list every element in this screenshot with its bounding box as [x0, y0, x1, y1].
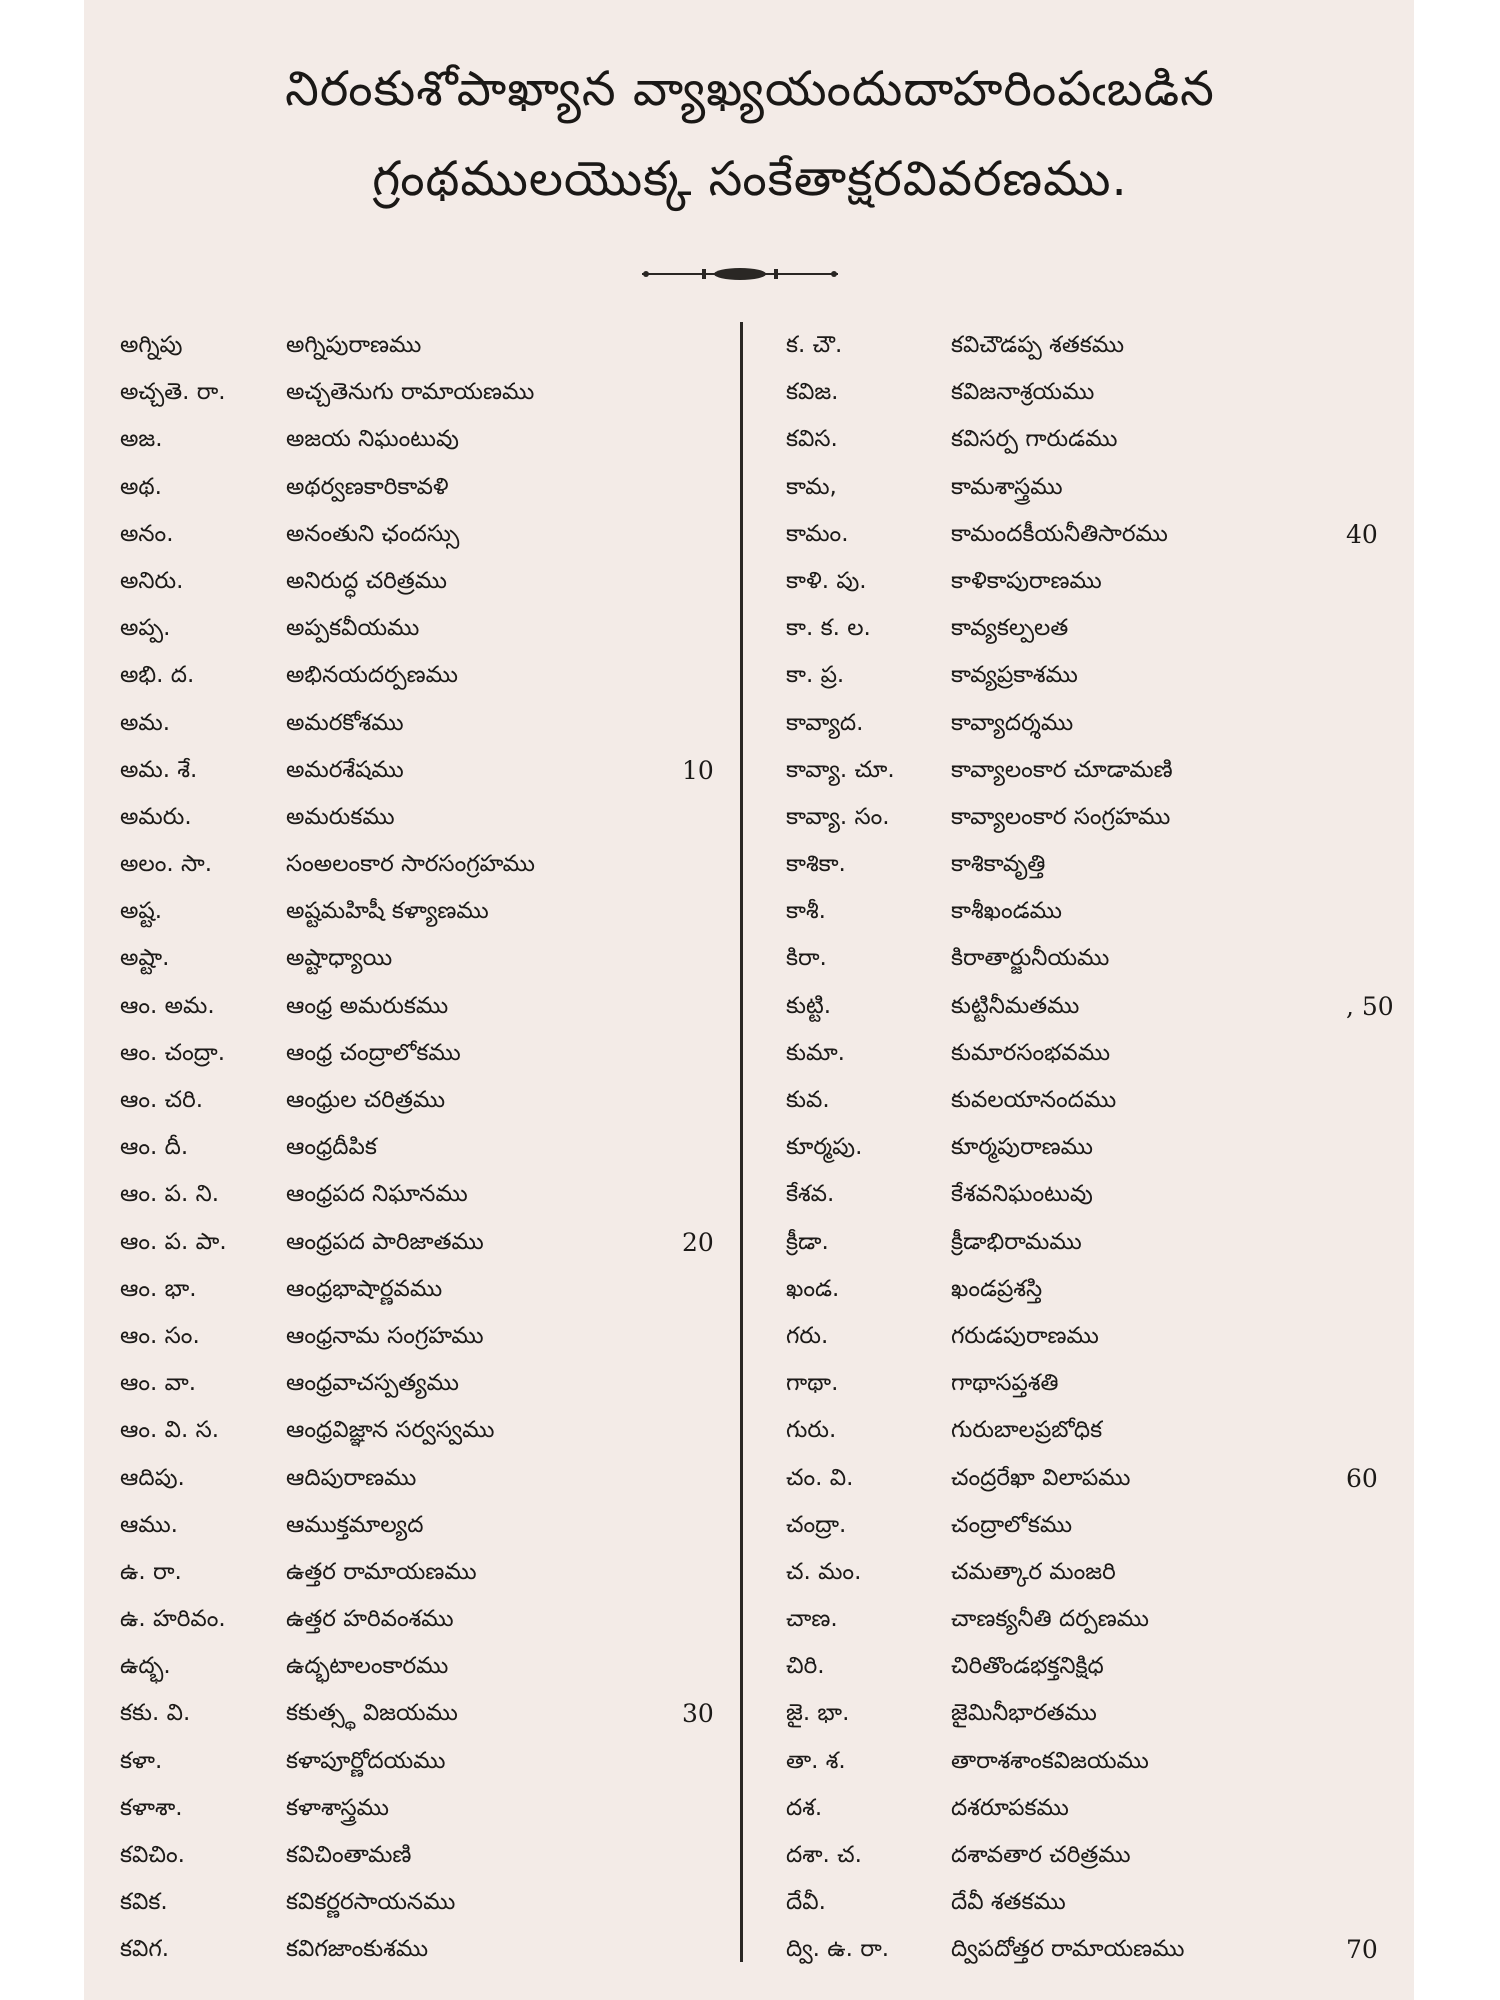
entry-full-title: దశావతార చరిత్రము — [951, 1842, 1131, 1868]
abbreviation-entry — [786, 888, 1486, 935]
entry-abbreviation: కవిజ. — [786, 379, 839, 406]
entry-abbreviation: తా. శ. — [786, 1747, 846, 1774]
abbreviation-entry — [786, 1926, 1486, 1973]
entry-count-marker: 20 — [682, 1227, 714, 1257]
entry-full-title: కామశాస్త్రము — [951, 473, 1063, 500]
entry-abbreviation: అచ్చతె. రా. — [120, 379, 226, 406]
entry-abbreviation: ఖండ. — [786, 1275, 840, 1302]
abbreviation-entry — [786, 1360, 1486, 1407]
abbreviation-entry — [786, 1407, 1486, 1454]
abbreviation-entry — [120, 747, 820, 794]
entry-abbreviation: ఆం. దీ. — [120, 1134, 189, 1161]
entry-abbreviation: కామ, — [786, 473, 837, 500]
entry-full-title: తారాశశాంకవిజయము — [951, 1747, 1149, 1774]
entry-abbreviation: ఆదిపు. — [120, 1464, 185, 1491]
entry-full-title: చంద్రాలోకము — [951, 1511, 1073, 1538]
entry-abbreviation: అభి. ద. — [120, 662, 195, 689]
entry-abbreviation: చం. వి. — [786, 1464, 854, 1491]
entry-abbreviation: చాణ. — [786, 1606, 838, 1633]
entry-full-title: కాశీఖండము — [951, 898, 1062, 925]
entry-abbreviation: దశ. — [786, 1794, 823, 1821]
abbreviation-entry — [786, 1124, 1486, 1171]
entry-full-title: ఆంధ్రభాషార్ణవము — [286, 1275, 443, 1302]
entry-abbreviation: అథ. — [120, 473, 162, 500]
entry-count-marker: , 50 — [1346, 991, 1394, 1021]
abbreviation-entry — [120, 464, 820, 511]
entry-abbreviation: ఆం. వి. స. — [120, 1417, 220, 1444]
abbreviation-entry — [786, 1832, 1486, 1879]
abbreviation-entry — [786, 700, 1486, 747]
abbreviation-entry — [786, 464, 1486, 511]
abbreviation-entry — [120, 511, 820, 558]
entry-count-marker: 10 — [682, 755, 714, 785]
abbreviation-entry — [786, 1549, 1486, 1596]
entry-abbreviation: అనిరు. — [120, 567, 184, 594]
entry-abbreviation: కవిచిం. — [120, 1842, 185, 1868]
abbreviation-entry — [120, 652, 820, 699]
entry-full-title: కాళికాపురాణము — [951, 567, 1102, 594]
abbreviation-entry — [120, 1785, 823, 1832]
entry-full-title: ఆంధ్రుల చరిత్రము — [286, 1087, 446, 1113]
abbreviation-entry — [120, 1171, 820, 1218]
entry-abbreviation: కుట్టి. — [786, 992, 832, 1019]
abbreviation-entry — [786, 1738, 1486, 1785]
abbreviation-entry — [786, 605, 1486, 652]
right-column — [786, 322, 1486, 1974]
abbreviation-entry — [786, 1690, 1486, 1737]
entry-full-title: అజయ నిఘంటువు — [286, 426, 459, 453]
entry-full-title: చాణక్యనీతి దర్పణము — [951, 1606, 1150, 1633]
page-title — [0, 44, 1500, 224]
abbreviation-entry — [120, 416, 820, 463]
abbreviation-entry — [786, 983, 1486, 1030]
title-line-2: గ్రంథములయొక్క సంకేతాక్షరవివరణము. — [372, 151, 1128, 207]
abbreviation-entry — [786, 841, 1486, 888]
abbreviation-entry — [120, 1266, 820, 1313]
entry-abbreviation: కువ. — [786, 1087, 830, 1113]
entry-count-marker: 70 — [1346, 1935, 1378, 1965]
abbreviation-entry — [120, 1738, 820, 1785]
entry-abbreviation: కాశికా. — [786, 851, 846, 878]
abbreviation-entry — [786, 1643, 1486, 1690]
entry-abbreviation: కామం. — [786, 520, 849, 547]
abbreviation-entry — [120, 1690, 820, 1737]
abbreviation-entry — [120, 1596, 820, 1643]
entry-abbreviation: అప్ప. — [120, 615, 171, 642]
entry-full-title: కళాశాస్త్రము — [286, 1794, 389, 1821]
entry-abbreviation: ద్వి. ఉ. రా. — [786, 1936, 890, 1963]
entry-full-title: కవిచింతామణి — [286, 1842, 412, 1868]
entry-full-title: కళాపూర్ణోదయము — [286, 1747, 446, 1774]
abbreviation-entry — [120, 794, 820, 841]
entry-full-title: కవిసర్ప గారుడము — [951, 426, 1118, 453]
entry-full-title: ఉద్భటాలంకారము — [286, 1653, 449, 1680]
entry-full-title: దేవీ శతకము — [951, 1889, 1066, 1916]
abbreviation-entry — [120, 1077, 820, 1124]
abbreviation-entry — [120, 1879, 820, 1926]
entry-abbreviation: క. చౌ. — [786, 332, 843, 358]
entry-abbreviation: గురు. — [786, 1417, 837, 1444]
entry-full-title: ఆంధ్రవాచస్పత్యము — [286, 1370, 459, 1397]
entry-abbreviation: అమ. శే. — [120, 756, 198, 783]
entry-abbreviation: దేవీ. — [786, 1889, 826, 1916]
abbreviation-entry — [786, 369, 1486, 416]
entry-full-title: కకుత్స్థ విజయము — [286, 1700, 458, 1727]
entry-abbreviation: కుమా. — [786, 1039, 845, 1066]
entry-abbreviation: ఆం. వా. — [120, 1370, 197, 1397]
entry-abbreviation: ఆం. అమ. — [120, 992, 215, 1019]
entry-abbreviation: ఉ. రా. — [120, 1558, 182, 1585]
entry-full-title: కూర్మపురాణము — [951, 1134, 1093, 1161]
abbreviation-entry — [786, 322, 1486, 369]
entry-full-title: అప్పకవీయము — [286, 615, 420, 642]
entry-full-title: ఉత్తర రామాయణము — [286, 1558, 477, 1585]
entry-full-title: ఆంధ్రపద పారిజాతము — [286, 1228, 484, 1255]
entry-full-title: అనంతుని ఛందస్సు — [286, 520, 460, 547]
entry-full-title: కుమారసంభవము — [951, 1039, 1111, 1066]
entry-full-title: గాథాసప్తశతి — [951, 1370, 1059, 1397]
entry-full-title: అమరుకము — [286, 803, 395, 830]
entry-abbreviation: కావ్యాద. — [786, 709, 864, 736]
left-column — [120, 322, 823, 1974]
entry-full-title: అమరశేషము — [286, 756, 404, 783]
entry-abbreviation: ఆం. ప. పా. — [120, 1228, 227, 1255]
entry-abbreviation: కావ్యా. సం. — [786, 803, 890, 830]
entry-full-title: ఆంధ్రనామ సంగ్రహము — [286, 1322, 484, 1349]
entry-abbreviation: గరు. — [786, 1322, 829, 1349]
abbreviation-entry — [786, 1171, 1486, 1218]
entry-full-title: అనిరుద్ధ చరిత్రము — [286, 567, 447, 594]
entry-full-title: ఉత్తర హరివంశము — [286, 1606, 454, 1633]
abbreviation-entry — [120, 1643, 820, 1690]
abbreviation-entry — [786, 1313, 1486, 1360]
entry-abbreviation: కిరా. — [786, 945, 827, 972]
entry-full-title: గురుబాలప్రబోధిక — [951, 1417, 1103, 1444]
abbreviation-entry — [786, 1030, 1486, 1077]
entry-abbreviation: కవిగ. — [120, 1936, 170, 1963]
entry-full-title: కావ్యకల్పలత — [951, 615, 1069, 642]
abbreviation-entry — [120, 1455, 820, 1502]
entry-full-title: అచ్చతెనుగు రామాయణము — [286, 379, 535, 406]
entry-full-title: కవిగజాంకుశము — [286, 1936, 429, 1963]
entry-abbreviation: చంద్రా. — [786, 1511, 847, 1538]
entry-full-title: చమత్కార మంజరి — [951, 1558, 1116, 1585]
entry-count-marker: 60 — [1346, 1463, 1378, 1493]
abbreviation-entry — [786, 1596, 1486, 1643]
entry-full-title: అమరకోశము — [286, 709, 404, 736]
entry-full-title: అగ్నిపురాణము — [286, 332, 422, 358]
entry-abbreviation: కాళి. పు. — [786, 567, 867, 594]
abbreviation-entry — [120, 369, 820, 416]
abbreviation-entry — [786, 1879, 1486, 1926]
abbreviation-entry — [120, 841, 820, 888]
abbreviation-entry — [786, 1266, 1486, 1313]
entry-abbreviation: ఆం. చరి. — [120, 1087, 204, 1113]
entry-abbreviation: కా. క. ల. — [786, 615, 871, 642]
entry-full-title: అష్టమహిషీ కళ్యాణము — [286, 898, 489, 925]
entry-abbreviation: ఉద్భ. — [120, 1653, 171, 1680]
abbreviation-entry — [120, 1549, 820, 1596]
entry-full-title: కామందకీయనీతిసారము — [951, 520, 1168, 547]
entry-full-title: ద్విపదోత్తర రామాయణము — [951, 1936, 1185, 1963]
entry-abbreviation: చిరి. — [786, 1653, 825, 1680]
entry-abbreviation: అజ. — [120, 426, 163, 453]
entry-full-title: కవికర్ణరసాయనము — [286, 1889, 456, 1916]
entry-abbreviation: కకు. వి. — [120, 1700, 191, 1727]
abbreviation-entry — [786, 416, 1486, 463]
entry-abbreviation: కవిక. — [120, 1889, 168, 1916]
entry-full-title: చంద్రరేఖా విలాపము — [951, 1464, 1131, 1491]
entry-abbreviation: దశా. చ. — [786, 1842, 862, 1868]
entry-full-title: ఖండప్రశస్తి — [951, 1275, 1043, 1302]
entry-full-title: దశరూపకము — [951, 1794, 1069, 1821]
entry-abbreviation: అమ. — [120, 709, 171, 736]
abbreviation-entry — [120, 1030, 820, 1077]
entry-full-title: ఆంధ్రపద నిఘానము — [286, 1181, 468, 1208]
entry-abbreviation: కళాశా. — [120, 1794, 183, 1821]
abbreviation-entry — [120, 1124, 820, 1171]
abbreviation-entry — [120, 700, 820, 747]
entry-abbreviation: జై. భా. — [786, 1700, 850, 1727]
entry-full-title: చిరితొండభక్తనిక్షిధ — [951, 1653, 1104, 1680]
entry-abbreviation: అష్టా. — [120, 945, 170, 972]
entry-full-title: కావ్యప్రకాశము — [951, 662, 1078, 689]
abbreviation-entry — [120, 1407, 820, 1454]
abbreviation-entry — [120, 1502, 820, 1549]
abbreviation-entry — [120, 1832, 820, 1879]
entry-abbreviation: గాథా. — [786, 1370, 839, 1397]
entry-abbreviation: చ. మం. — [786, 1558, 862, 1585]
abbreviation-entry — [786, 1219, 1486, 1266]
abbreviation-entry — [120, 935, 820, 982]
entry-abbreviation: ఆం. చంద్రా. — [120, 1039, 226, 1066]
entry-full-title: కుట్టినీమతము — [951, 992, 1080, 1019]
entry-abbreviation: కవిస. — [786, 426, 838, 453]
entry-count-marker: 40 — [1346, 519, 1378, 549]
abbreviation-entry — [786, 747, 1486, 794]
entry-full-title: సంఅలంకార సారసంగ్రహము — [286, 851, 535, 878]
abbreviation-entry — [786, 1455, 1486, 1502]
entry-full-title: ఆదిపురాణము — [286, 1464, 417, 1491]
abbreviation-entry — [786, 935, 1486, 982]
abbreviation-entry — [120, 983, 820, 1030]
entry-full-title: కేశవనిఘంటువు — [951, 1181, 1093, 1208]
entry-abbreviation: కావ్యా. చూ. — [786, 756, 895, 783]
abbreviation-entry — [786, 794, 1486, 841]
entry-full-title: కావ్యాదర్శము — [951, 709, 1074, 736]
entry-full-title: ఆంధ్ర అమరుకము — [286, 992, 449, 1019]
entry-abbreviation: అలం. సా. — [120, 851, 213, 878]
abbreviation-entry — [120, 558, 820, 605]
entry-abbreviation: ఆము. — [120, 1511, 178, 1538]
entry-abbreviation: కాశీ. — [786, 898, 826, 925]
entry-full-title: ఆముక్తమాల్యద — [286, 1511, 424, 1538]
entry-abbreviation: కా. ప్ర. — [786, 662, 845, 689]
abbreviation-entry — [120, 322, 820, 369]
abbreviation-entry — [120, 1313, 820, 1360]
entry-full-title: అథర్వణకారికావళి — [286, 473, 449, 500]
entry-count-marker: 30 — [682, 1699, 714, 1729]
entry-abbreviation: కళా. — [120, 1747, 163, 1774]
abbreviation-entry — [120, 1219, 820, 1266]
entry-full-title: కావ్యాలంకార చూడామణి — [951, 756, 1173, 783]
entry-full-title: కవిచౌడప్ప శతకము — [951, 332, 1125, 358]
entry-full-title: కావ్యాలంకార సంగ్రహము — [951, 803, 1171, 830]
entry-full-title: కిరాతార్జునీయము — [951, 945, 1110, 972]
entry-full-title: ఆంధ్రవిజ్ఞాన సర్వస్వము — [286, 1417, 495, 1444]
entry-abbreviation: ఆం. ప. ని. — [120, 1181, 220, 1208]
entry-full-title: అష్టాధ్యాయి — [286, 945, 393, 972]
entry-full-title: కువలయానందము — [951, 1087, 1117, 1113]
entry-full-title: గరుడపురాణము — [951, 1322, 1099, 1349]
entry-full-title: జైమినీభారతము — [951, 1700, 1097, 1727]
entry-abbreviation: అష్ట. — [120, 898, 163, 925]
entry-abbreviation: ఆం. భా. — [120, 1275, 197, 1302]
abbreviation-entry — [786, 1785, 1486, 1832]
entry-full-title: క్రీడాభిరామము — [951, 1228, 1082, 1255]
abbreviation-entry — [120, 888, 820, 935]
entry-full-title: ఆంధ్ర చంద్రాలోకము — [286, 1039, 461, 1066]
entry-abbreviation: ఉ. హరివం. — [120, 1606, 226, 1633]
entry-full-title: కాశికావృత్తి — [951, 851, 1046, 878]
entry-full-title: ఆంధ్రదీపిక — [286, 1134, 377, 1161]
entry-abbreviation: అమరు. — [120, 803, 192, 830]
entry-abbreviation: ఆం. సం. — [120, 1322, 200, 1349]
entry-abbreviation: అగ్నిపు — [120, 332, 183, 358]
entry-abbreviation: కూర్మపు. — [786, 1134, 863, 1161]
entry-abbreviation: కేశవ. — [786, 1181, 835, 1208]
entry-abbreviation: క్రీడా. — [786, 1228, 829, 1255]
entry-full-title: కవిజనాశ్రయము — [951, 379, 1095, 406]
entry-abbreviation: అనం. — [120, 520, 174, 547]
abbreviation-entry — [786, 652, 1486, 699]
abbreviation-entry — [120, 1360, 820, 1407]
abbreviation-entry — [786, 1502, 1486, 1549]
abbreviation-entry — [786, 558, 1486, 605]
title-line-1: నిరంకుశోపాఖ్యాన వ్యాఖ్యయందుదాహరింపఁబడిన — [285, 61, 1215, 117]
abbreviation-entry — [786, 511, 1486, 558]
abbreviation-entry — [120, 605, 820, 652]
entry-full-title: అభినయదర్పణము — [286, 662, 458, 689]
abbreviation-entry — [120, 1926, 820, 1973]
abbreviation-entry — [786, 1077, 1486, 1124]
ornament-divider — [640, 265, 840, 283]
